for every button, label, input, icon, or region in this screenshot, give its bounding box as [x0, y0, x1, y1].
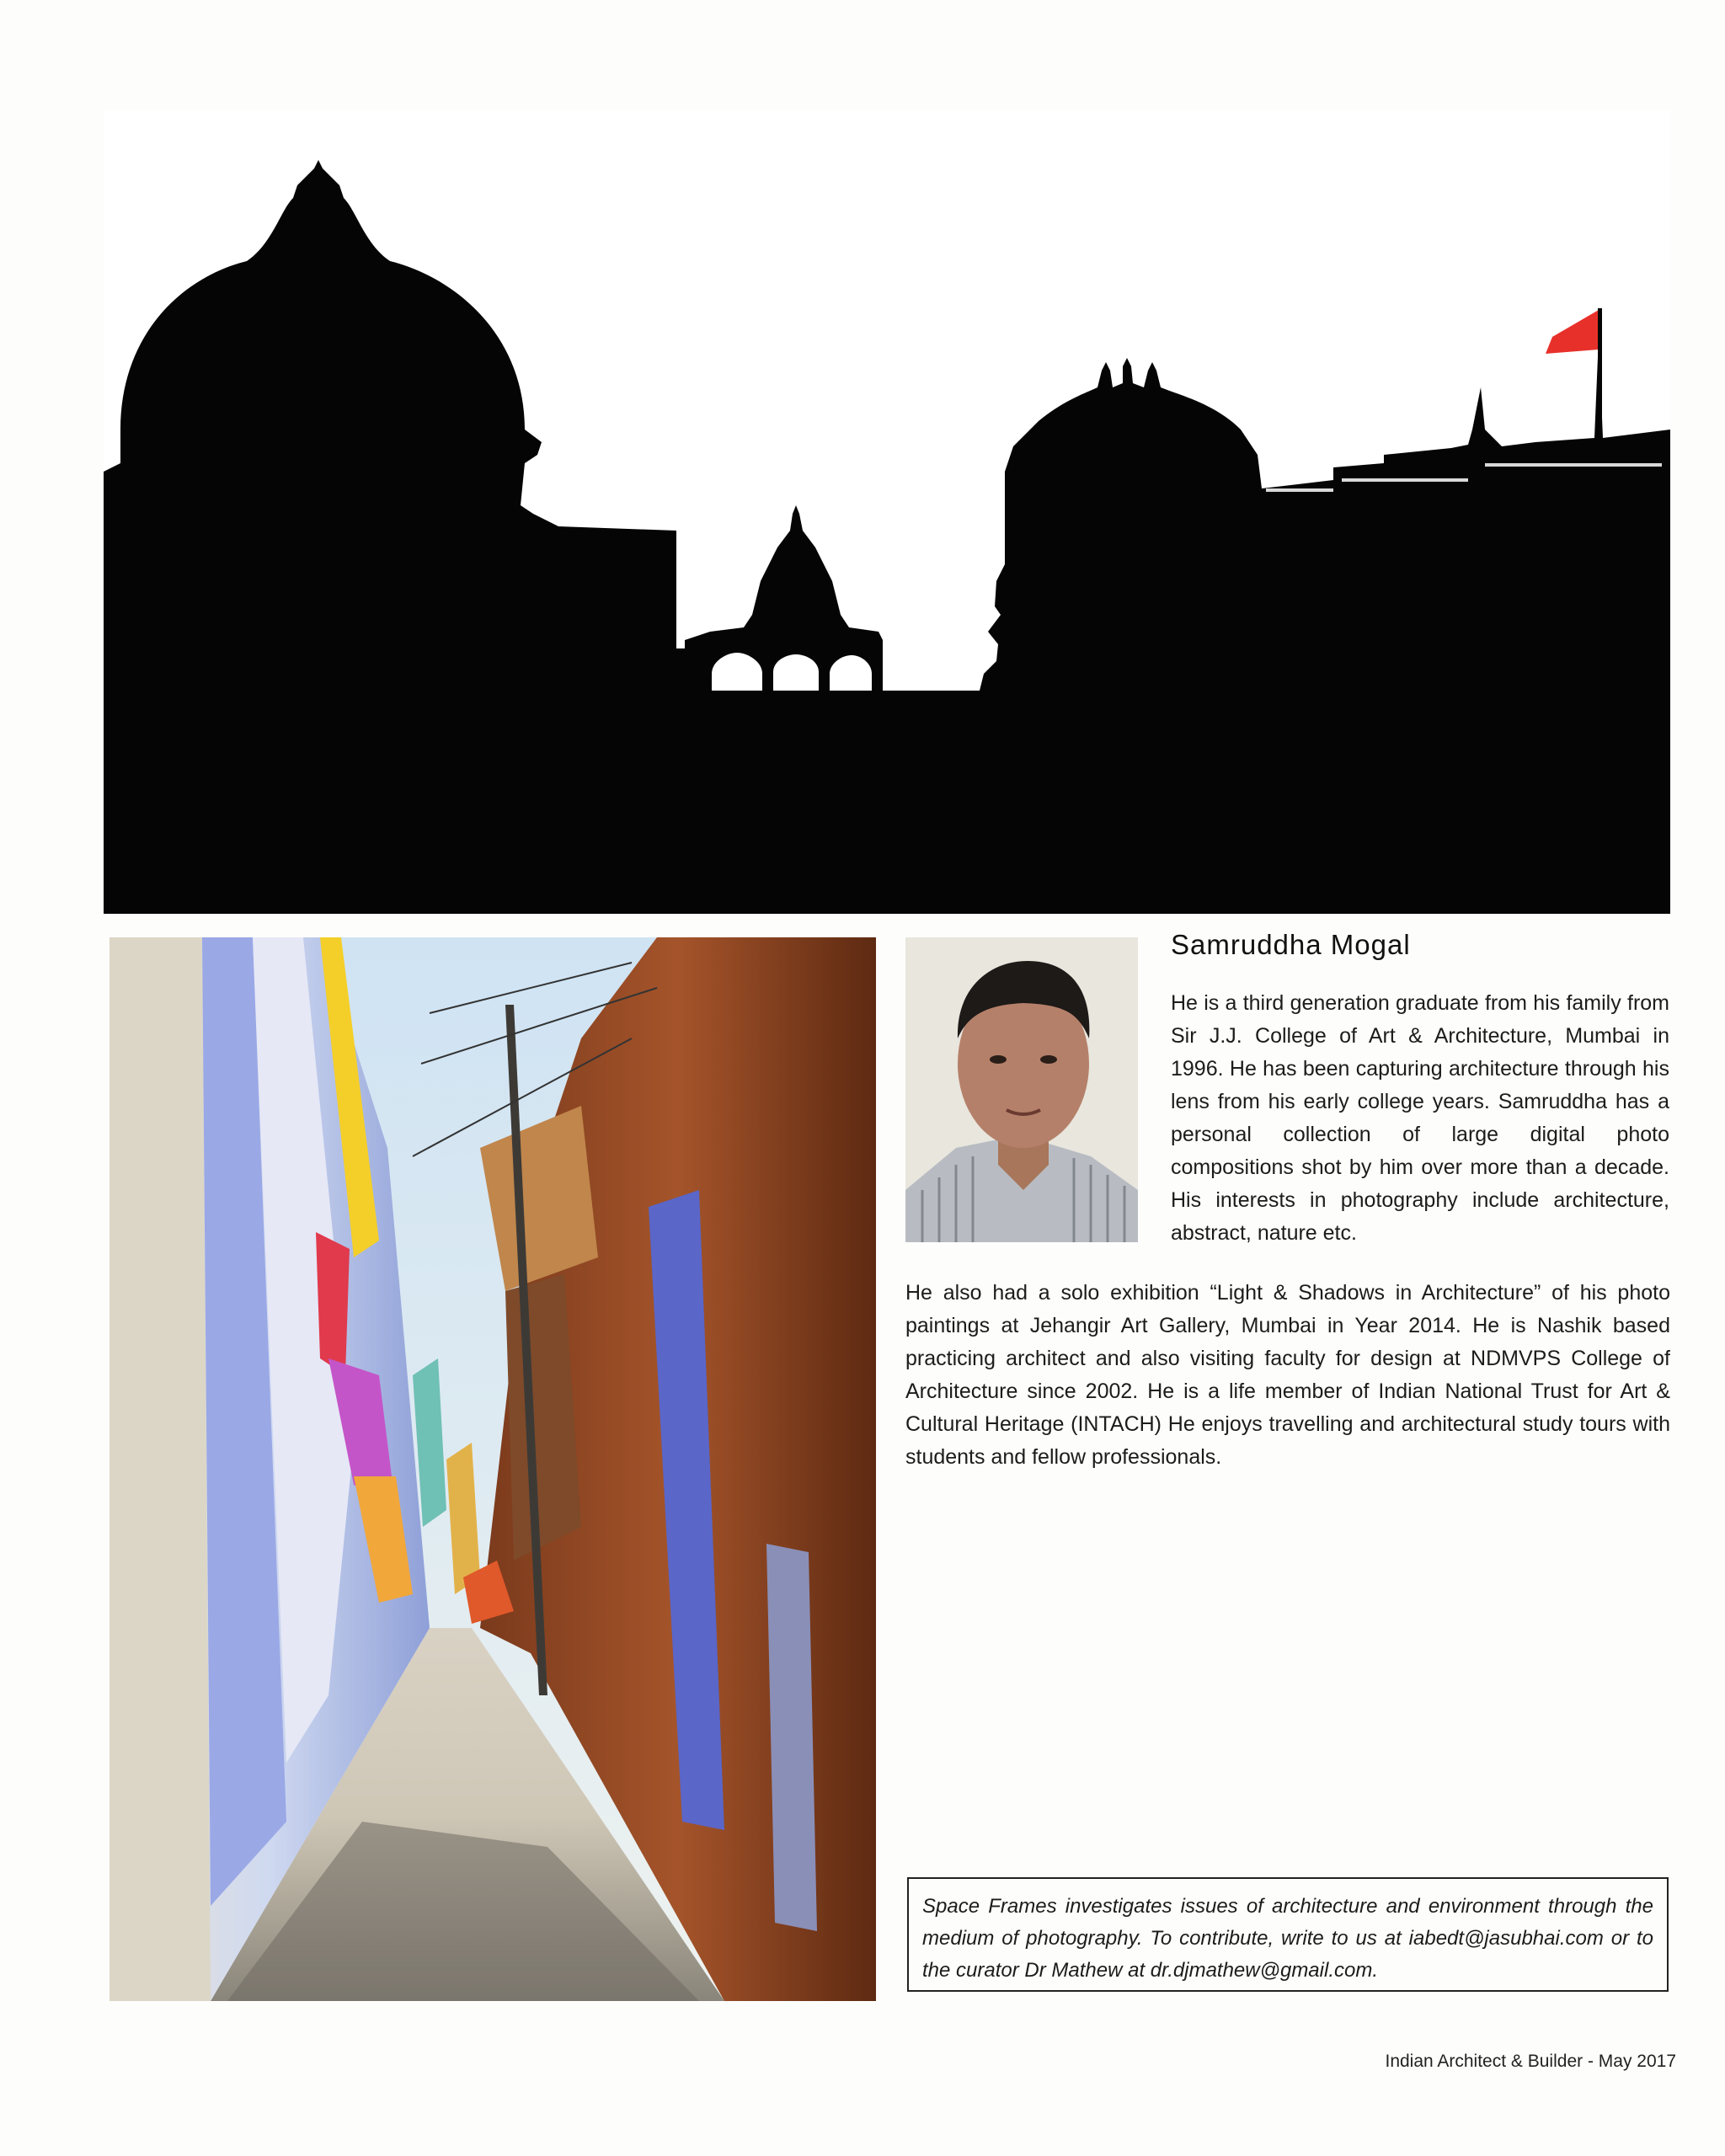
temple-silhouette-photo	[104, 109, 1670, 914]
contribute-box	[907, 1877, 1669, 1992]
author-portrait-photo	[905, 937, 1138, 1242]
contribute-text: Space Frames investigates issues of architecture and environment through the medium of photography. To contribute, write to us at iabedt@jasubhai.com or to the curator Dr Mathew at dr.djmathew@gmail.com.	[922, 1895, 1653, 1982]
colourful-lane-photo	[109, 937, 876, 2001]
page-footer: Indian Architect & Builder - May 2017	[1385, 2052, 1676, 2071]
author-bio-paragraph-1: He is a third generation graduate from his family from Sir J.J. College of Art & Architecture, Mumbai in 1996. He has been capturing architecture through his lens from his early college years. Samruddha has a personal collection of large digital photo compositions shot by him over more than a decade. His interests in photography include architecture, abstract, nature etc.	[1171, 991, 1669, 1245]
author-bio-paragraph-2: He also had a solo exhibition “Light & Shadows in Architecture” of his photo paintings at Jehangir Art Gallery, Mumbai in Year 2014. He is Nashik based practicing architect and also visiting faculty for design at NDMVPS College of Architecture since 2002. He is a life member of Indian National Trust for Art & Cultural Heritage (INTACH) He enjoys travelling and architectural study tours with students and fellow professionals.	[905, 1281, 1670, 1469]
author-name: Samruddha Mogal	[1171, 929, 1411, 960]
